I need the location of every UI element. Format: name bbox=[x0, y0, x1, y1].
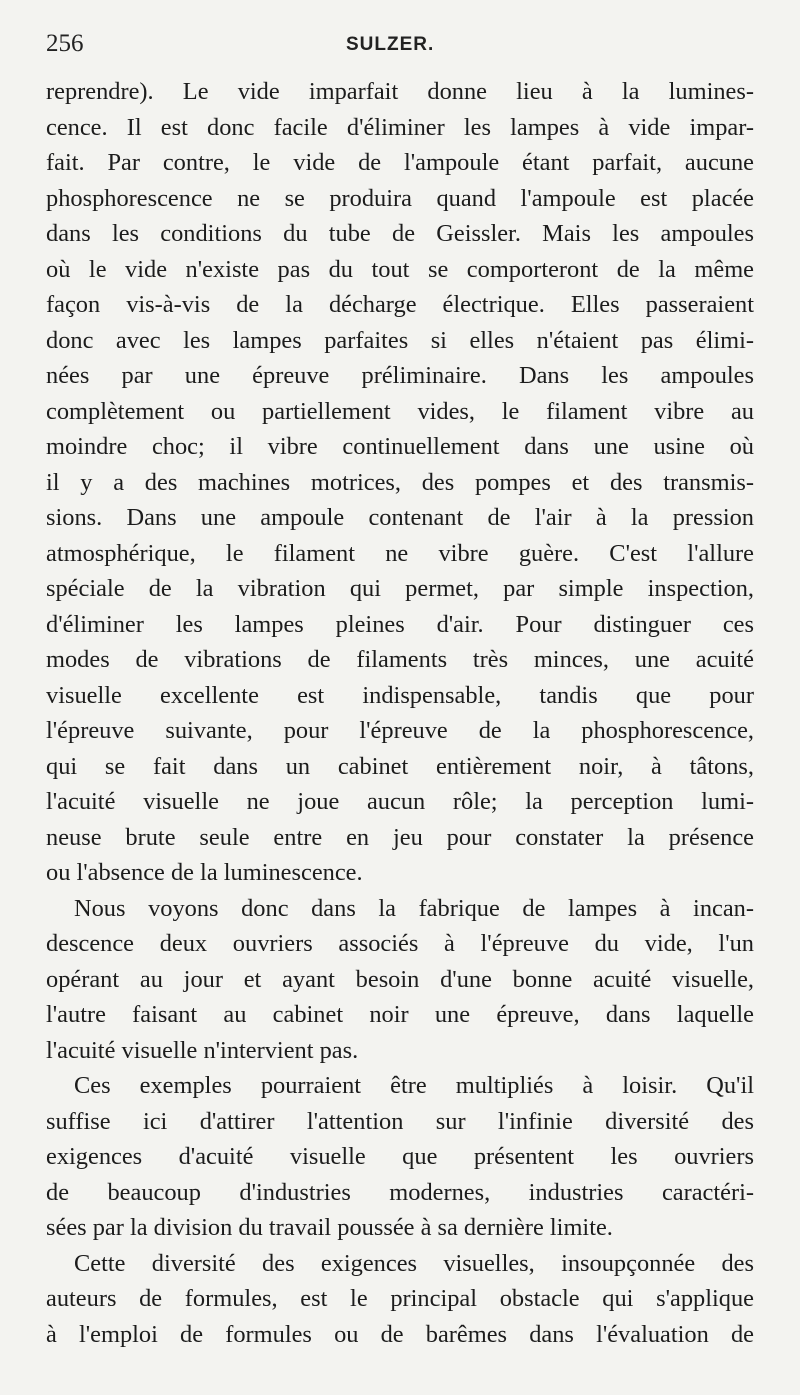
text-line: d'éliminer les lampes pleines d'air. Pour distinguer ces bbox=[46, 610, 754, 638]
text-line: descence deux ouvriers associés à l'épreuve du vide, l'un bbox=[46, 930, 754, 957]
text-line: complètement ou partiellement vides, le filament vibre au bbox=[46, 397, 754, 425]
page-number: 256 bbox=[46, 30, 84, 57]
paragraph bbox=[46, 891, 754, 1069]
running-head bbox=[46, 30, 758, 66]
text-line: suffise ici d'attirer l'attention sur l'infinie diversité des bbox=[46, 1107, 754, 1135]
running-title: SULZER. bbox=[346, 34, 435, 55]
paragraph bbox=[46, 74, 754, 891]
paragraph bbox=[46, 1068, 754, 1246]
text-line: modes de vibrations de filaments très minces, une acuité bbox=[46, 646, 754, 673]
text-line: l'autre faisant au cabinet noir une épreuve, dans laquelle bbox=[46, 1001, 754, 1028]
text-line: il y a des machines motrices, des pompes et des transmis- bbox=[46, 468, 754, 496]
text-line: neuse brute seule entre en jeu pour constater la présence bbox=[46, 823, 754, 851]
text-line: Nous voyons donc dans la fabrique de lampes à incan- bbox=[74, 894, 754, 922]
text-line: Ces exemples pourraient être multipliés à loisir. Qu'il bbox=[74, 1072, 754, 1099]
text-line: Cette diversité des exigences visuelles, insoupçonnée des bbox=[74, 1249, 754, 1277]
text-line: opérant au jour et ayant besoin d'une bonne acuité visuelle, bbox=[46, 965, 754, 993]
text-line: à l'emploi de formules ou de barêmes dans l'évaluation de bbox=[46, 1320, 754, 1348]
text-line: donc avec les lampes parfaites si elles n'étaient pas élimi- bbox=[46, 326, 754, 354]
text-line: fait. Par contre, le vide de l'ampoule étant parfait, aucune bbox=[46, 149, 754, 176]
text-line: l'acuité visuelle ne joue aucun rôle; la perception lumi- bbox=[46, 788, 754, 815]
text-line: l'épreuve suivante, pour l'épreuve de la phosphorescence, bbox=[46, 717, 754, 744]
text-line: de beaucoup d'industries modernes, industries caractéri- bbox=[46, 1178, 754, 1206]
paragraph bbox=[46, 1246, 754, 1353]
text-line: l'acuité visuelle n'intervient pas. bbox=[46, 1036, 359, 1064]
text-line: moindre choc; il vibre continuellement dans une usine où bbox=[46, 433, 754, 460]
text-line: reprendre). Le vide imparfait donne lieu à la lumines- bbox=[46, 78, 754, 105]
text-line: dans les conditions du tube de Geissler. Mais les ampoules bbox=[46, 220, 754, 247]
text-line: cence. Il est donc facile d'éliminer les lampes à vide impar- bbox=[46, 113, 754, 141]
text-line: auteurs de formules, est le principal obstacle qui s'applique bbox=[46, 1285, 754, 1312]
text-line: qui se fait dans un cabinet entièrement noir, à tâtons, bbox=[46, 752, 754, 780]
text-line: exigences d'acuité visuelle que présentent les ouvriers bbox=[46, 1143, 754, 1170]
text-line: phosphorescence ne se produira quand l'ampoule est placée bbox=[46, 184, 754, 212]
body-text bbox=[46, 74, 754, 1352]
text-line: sions. Dans une ampoule contenant de l'air à la pression bbox=[46, 504, 754, 531]
text-line: ou l'absence de la luminescence. bbox=[46, 859, 363, 886]
text-line: façon vis-à-vis de la décharge électrique. Elles passeraient bbox=[46, 291, 754, 318]
text-line: sées par la division du travail poussée à sa dernière limite. bbox=[46, 1214, 613, 1241]
text-line: visuelle excellente est indispensable, tandis que pour bbox=[46, 681, 754, 709]
text-line: où le vide n'existe pas du tout se comporteront de la même bbox=[46, 255, 754, 283]
text-line: atmosphérique, le filament ne vibre guère. C'est l'allure bbox=[46, 539, 754, 567]
text-line: spéciale de la vibration qui permet, par simple inspection, bbox=[46, 575, 754, 602]
text-line: nées par une épreuve préliminaire. Dans les ampoules bbox=[46, 362, 754, 389]
